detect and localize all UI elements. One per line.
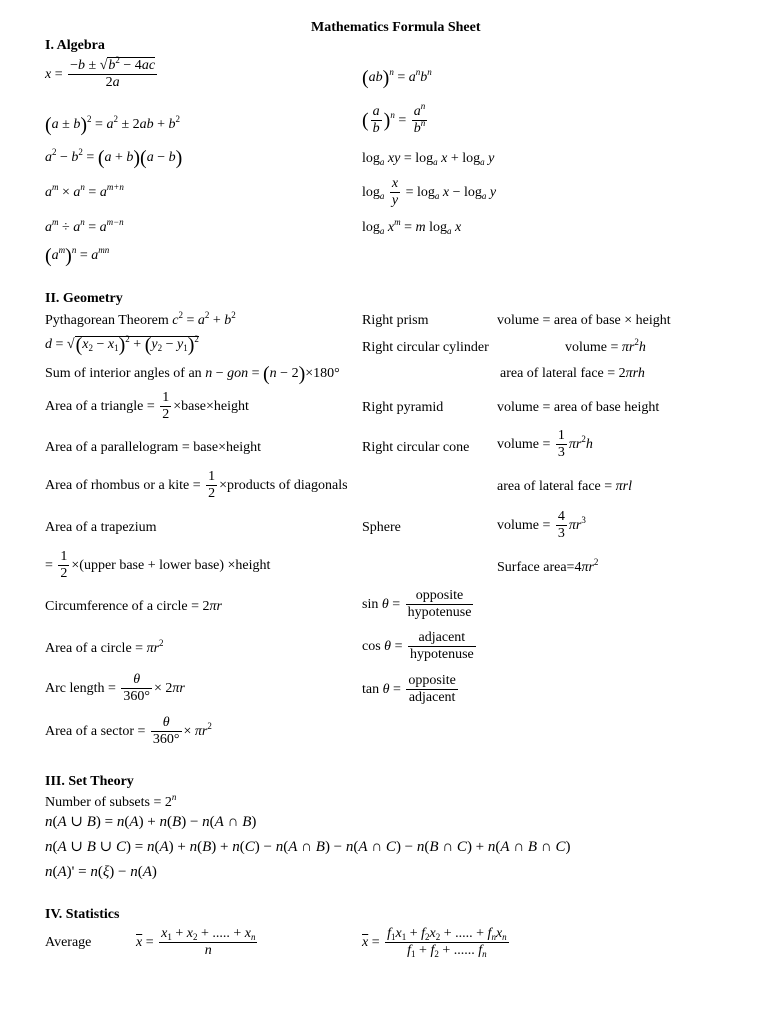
section-heading-sets: III. Set Theory (45, 774, 134, 789)
formula-quotient-power: ( $\frac{a}{b}$ )$^n$ = $\frac{a^n}{b^n}$ (362, 101, 426, 137)
average-label: Average (45, 935, 92, 950)
sphere-surface-label: Surface area= (497, 560, 575, 575)
formula-pythagoras: Pythagorean Theorem $c^2 = a^2 + b^2$ (45, 310, 236, 328)
formula-distance: $d = √(x_2 - x_1)^2 + (y_2 - y_1)^2$ (45, 333, 199, 356)
formula-trapezium-area: = $\frac{1}{2}$ ×(upper base + lower base) ×height (45, 549, 271, 582)
tangent-numerator: opposite (406, 673, 457, 690)
section-heading-algebra: I. Algebra (45, 38, 105, 53)
formula-union-three: n(A ∪ B ∪ C) = n(A) + n(B) + n(C) − n(A ∩ B) − n(A ∩ C) − n(B ∩ C) + n(A ∩ B ∩ C) (45, 839, 571, 855)
formula-mean: $\overline{x}$ = $\frac{x_1 + x_2 + ..... + x_n}{n}$ (136, 926, 256, 959)
formula-arc-length: Arc length = $\frac{\theta}{360^\circ}$ × 2πr (45, 672, 185, 705)
cosine-numerator: adjacent (408, 630, 476, 647)
pyramid-volume: volume = area of base height (497, 400, 660, 415)
cone-lateral-label: area of lateral face = (497, 479, 613, 494)
formula-sector-area: Area of a sector = $\frac{\theta}{360^\circ}$ × $\pi r^2$ (45, 715, 212, 748)
sine-numerator: opposite (406, 588, 474, 605)
formula-quotient-powers: $a^m \div a^n = a^{m-n}$ (45, 217, 124, 235)
cone-lateral-area: area of lateral face = πrl (497, 479, 632, 494)
trapezium-tail: ×(upper base + lower base) ×height (71, 557, 271, 573)
tangent-denominator: adjacent (408, 690, 456, 706)
formula-sine: sin θ = $\frac{\text{opposite}}{\text{hypotenuse}}$ (362, 588, 472, 621)
formula-power-of-power: $(a^m)^n = a^{mn}$ (45, 244, 110, 267)
formula-parallelogram-area: Area of a parallelogram = base×height (45, 440, 261, 455)
formula-cosine: cos θ = $\frac{\text{adjacent}}{\text{hypotenuse}}$ (362, 630, 474, 663)
cone-volume-label: volume = (497, 436, 551, 452)
triangle-tail: ×base×height (173, 398, 249, 414)
formula-rhombus-area: Area of rhombus or a kite = $\frac{1}{2}$ ×products of diagonals (45, 469, 348, 502)
formula-trapezium-label: Area of a trapezium (45, 520, 157, 535)
cylinder-lateral-area: area of lateral face = 2πrh (500, 366, 645, 381)
circle-area-label: Area of a circle = (45, 641, 144, 656)
formula-interior-angles: Sum of interior angles of an n − gon = (n − 2)×180° (45, 362, 340, 385)
formula-union-two: n(A ∪ B) = n(A) + n(B) − n(A ∩ B) (45, 814, 257, 830)
prism-volume: volume = area of base × height (497, 313, 671, 328)
cylinder-volume: volume = $\pi r^2h$ (565, 337, 646, 355)
sphere-volume-label: volume = (497, 517, 551, 533)
sphere-volume: volume = $\frac{4}{3}$ $\pi r^3$ (497, 509, 586, 542)
formula-circumference: Circumference of a circle = 2πr (45, 599, 222, 614)
formula-triangle-area: Area of a triangle = $\frac{1}{2}$ ×base×height (45, 390, 249, 423)
sphere-label: Sphere (362, 520, 401, 535)
formula-subsets: Number of subsets = $2^n$ (45, 792, 177, 810)
formula-log-product: $\log_a$ xy = $\log_a x + \log_a y$ (362, 151, 495, 167)
subsets-label: Number of subsets = (45, 795, 162, 810)
right-prism-label: Right prism (362, 313, 429, 328)
formula-product-power: $(ab)^n = a^nb^n$ (362, 66, 432, 89)
page-title: Mathematics Formula Sheet (311, 20, 481, 35)
sector-label: Area of a sector = (45, 723, 146, 739)
circumference-label: Circumference of a circle = (45, 599, 200, 614)
cylinder-lateral-label: area of lateral face = (500, 366, 616, 381)
formula-log-quotient: $\log_a$ $\frac{x}{y}$ = $\log_a x - \log_a y$ (362, 176, 497, 209)
formula-product-powers: $a^m \times a^n = a^{m+n}$ (45, 182, 124, 200)
formula-complement: n(A)' = n(ξ) − n(A) (45, 864, 157, 880)
rhombus-label: Area of rhombus or a kite = (45, 477, 201, 493)
formula-quadratic: x = $\frac{-b \pm √b^2 - 4ac}{2a}$ (45, 55, 156, 91)
formula-log-power: $\log_a x^m = m$ $\log_a x$ (362, 217, 462, 236)
formula-tangent: tan θ = $\frac{\text{opposite}}{\text{adjacent}}$ (362, 673, 456, 706)
sine-denominator: hypotenuse (407, 605, 472, 621)
section-heading-geometry: II. Geometry (45, 291, 123, 306)
pyramid-label: Right pyramid (362, 400, 444, 415)
triangle-label: Area of a triangle = (45, 398, 155, 414)
arc-label: Arc length = (45, 680, 116, 696)
sphere-surface-area: Surface $area=4\pi r^2$ (497, 557, 599, 575)
formula-binomial-square: $(a \pm b)^2 = a^2 \pm 2ab + b^2$ (45, 113, 181, 136)
cylinder-label: Right circular cylinder (362, 340, 489, 355)
interior-angles-label: Sum of interior angles of an (45, 366, 202, 381)
formula-weighted-mean: $\overline{x}$ = $\frac{f_1x_1 + f_2x_2 + ..... + f_nx_n}{f_1 + f_2 + ...... f_n}$ (362, 926, 507, 960)
rhombus-tail: ×products of diagonals (219, 477, 348, 493)
section-heading-stats: IV. Statistics (45, 907, 120, 922)
pythagoras-label: Pythagorean Theorem (45, 313, 169, 328)
cylinder-volume-label: volume = (565, 340, 619, 355)
cosine-denominator: hypotenuse (409, 647, 474, 663)
formula-circle-area: Area of a circle = $\pi r^2$ (45, 638, 164, 656)
formula-difference-squares: $a^2 - b^2 = (a + b)(a - b)$ (45, 146, 183, 169)
cone-volume: volume = $\frac{1}{3}$ $\pi r^2h$ (497, 428, 593, 461)
cone-label: Right circular cone (362, 440, 470, 455)
